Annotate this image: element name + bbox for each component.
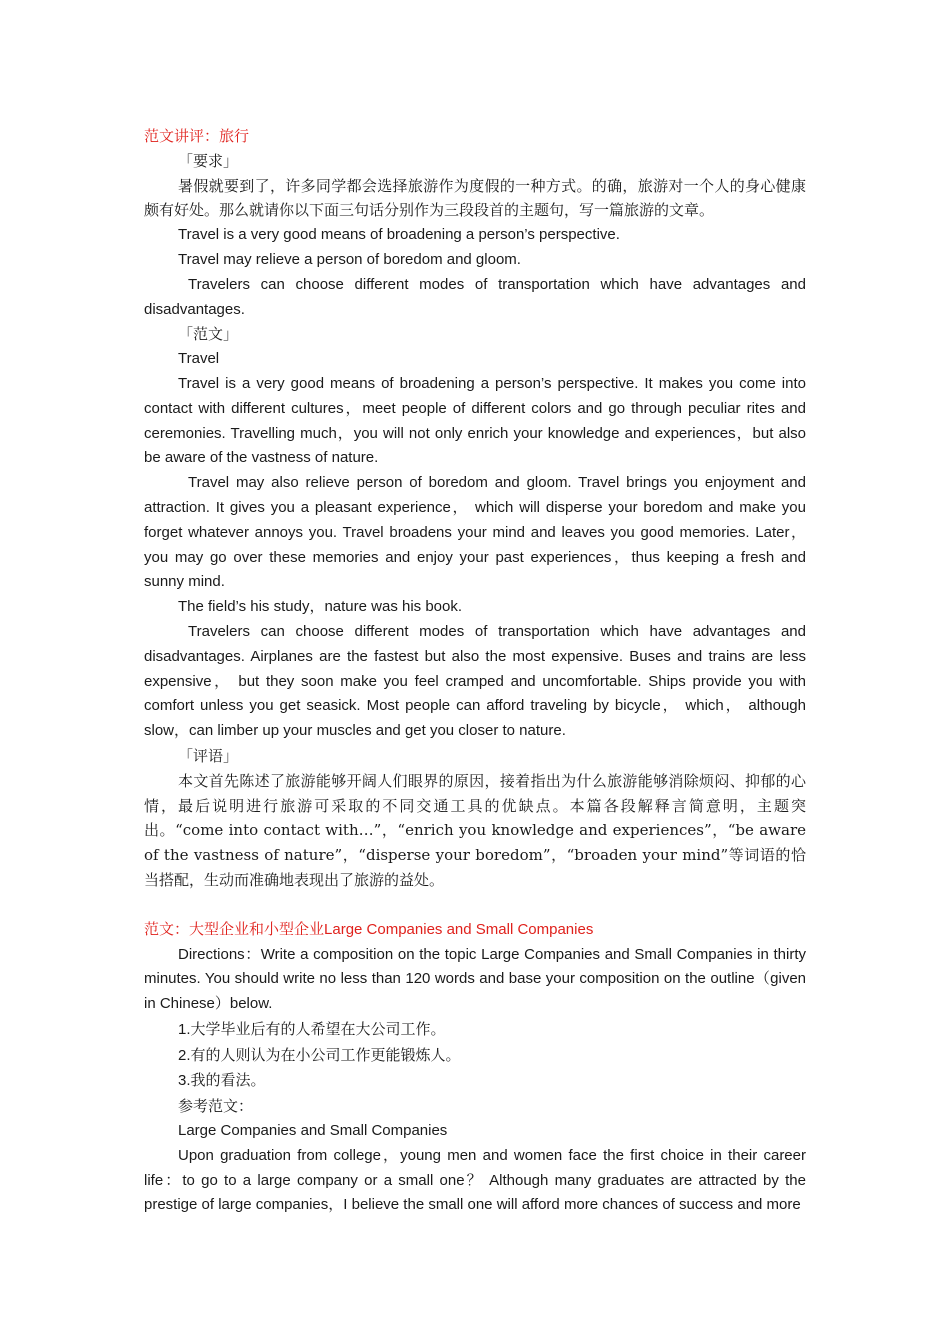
requirement-text: 暑假就要到了，许多同学都会选择旅游作为度假的一种方式。的确，旅游对一个人的身心健康颇有好处。那么就请你以下面三句话分别作为三段段首的主题句，写一篇旅游的文章。 [144, 176, 806, 220]
section-heading-travel: 范文讲评：旅行 [144, 127, 250, 145]
requirement-label: 「要求」 [178, 151, 239, 170]
topic-sentence-1: Travel is a very good means of broadening a person’s perspective. [178, 226, 620, 244]
outline-number-2: 2. [178, 1046, 191, 1064]
essay-quote: The field’s his study，nature was his book. [178, 598, 463, 616]
outline-text-2: 有的人则认为在小公司工作更能锻炼人。 [190, 1045, 461, 1064]
heading-en: Large Companies and Small Companies [324, 920, 594, 938]
directions-text: Directions：Write a composition on the topic Large Companies and Small Companies in thirty minutes. You should write no less than 120 words and base your composition on the outline（given in Chinese）below. [144, 945, 806, 1013]
section-gap [144, 893, 806, 917]
essay-paragraph-1: Travel is a very good means of broadening a person’s perspective. It makes you come into contact with different cultures，meet people of different colors and go through peculiar rites and ceremonies. Travelling much，you will not only enrich your knowledge and experiences，but also be aware of the vastness of nature. [144, 374, 806, 467]
essay-title-travel: Travel [178, 350, 220, 368]
topic-sentence-3: Travelers can choose different modes of transportation which have advantages and disadvantages. [144, 275, 806, 318]
sample-label: 「范文」 [178, 325, 239, 344]
reference-label: 参考范文： [178, 1097, 254, 1116]
outline-item-2 [144, 1043, 806, 1069]
outline-text-3: 我的看法。 [190, 1071, 266, 1090]
outline-number-1: 1. [178, 1020, 191, 1038]
essay-paragraph-2: Travel may also relieve person of boredom and gloom. Travel brings you enjoyment and attraction. It gives you a pleasant experience， which will disperse your boredom and make you forget whatever annoys you. Travel broadens your mind and leaves you good memories. Later，you may go over these memories and enjoy your past experiences，thus keeping a fresh and sunny mind. [144, 474, 806, 591]
outline-item-1 [144, 1017, 806, 1043]
topic-sentence-2: Travel may relieve a person of boredom and gloom. [178, 250, 521, 268]
outline-item-3 [144, 1068, 806, 1094]
outline-text-1: 大学毕业后有的人希望在大公司工作。 [190, 1019, 446, 1038]
heading-cn: 范文：大型企业和小型企业 [144, 919, 325, 938]
section-heading-companies [144, 917, 806, 943]
document-page [144, 124, 806, 1218]
comment-label: 「评语」 [178, 746, 239, 765]
companies-paragraph-1: Upon graduation from college，young men and women face the first choice in their career life：to go to a large company or a small one？ Although many graduates are attracted by the prestige of large companies，I believe the small one will afford more chances of success and more [144, 1146, 806, 1214]
essay-title-companies: Large Companies and Small Companies [178, 1122, 448, 1140]
essay-paragraph-3: Travelers can choose different modes of transportation which have advantages and disadvantages. Airplanes are the fastest but also the most expensive. Buses and trains are less expensive， but they soon make you feel cramped and uncomfortable. Ships provide you with comfort unless you get seasick. Most people can afford traveling by bicycle， which， although slow，can limber up your muscles and get you closer to nature. [144, 622, 806, 740]
outline-number-3: 3. [178, 1072, 191, 1090]
comment-text: 本文首先陈述了旅游能够开阔人们眼界的原因，接着指出为什么旅游能够消除烦闷、抑郁的心情，最后说明进行旅游可采取的不同交通工具的优缺点。本篇各段解释言简意明，主题突出。“come into contact with…”，“enrich you knowledge and experiences”，“be aware of the vastness of nature”，“disperse your boredom”，“broaden your mind”等词语的恰当搭配，生动而准确地表现出了旅游的益处。 [144, 771, 806, 889]
